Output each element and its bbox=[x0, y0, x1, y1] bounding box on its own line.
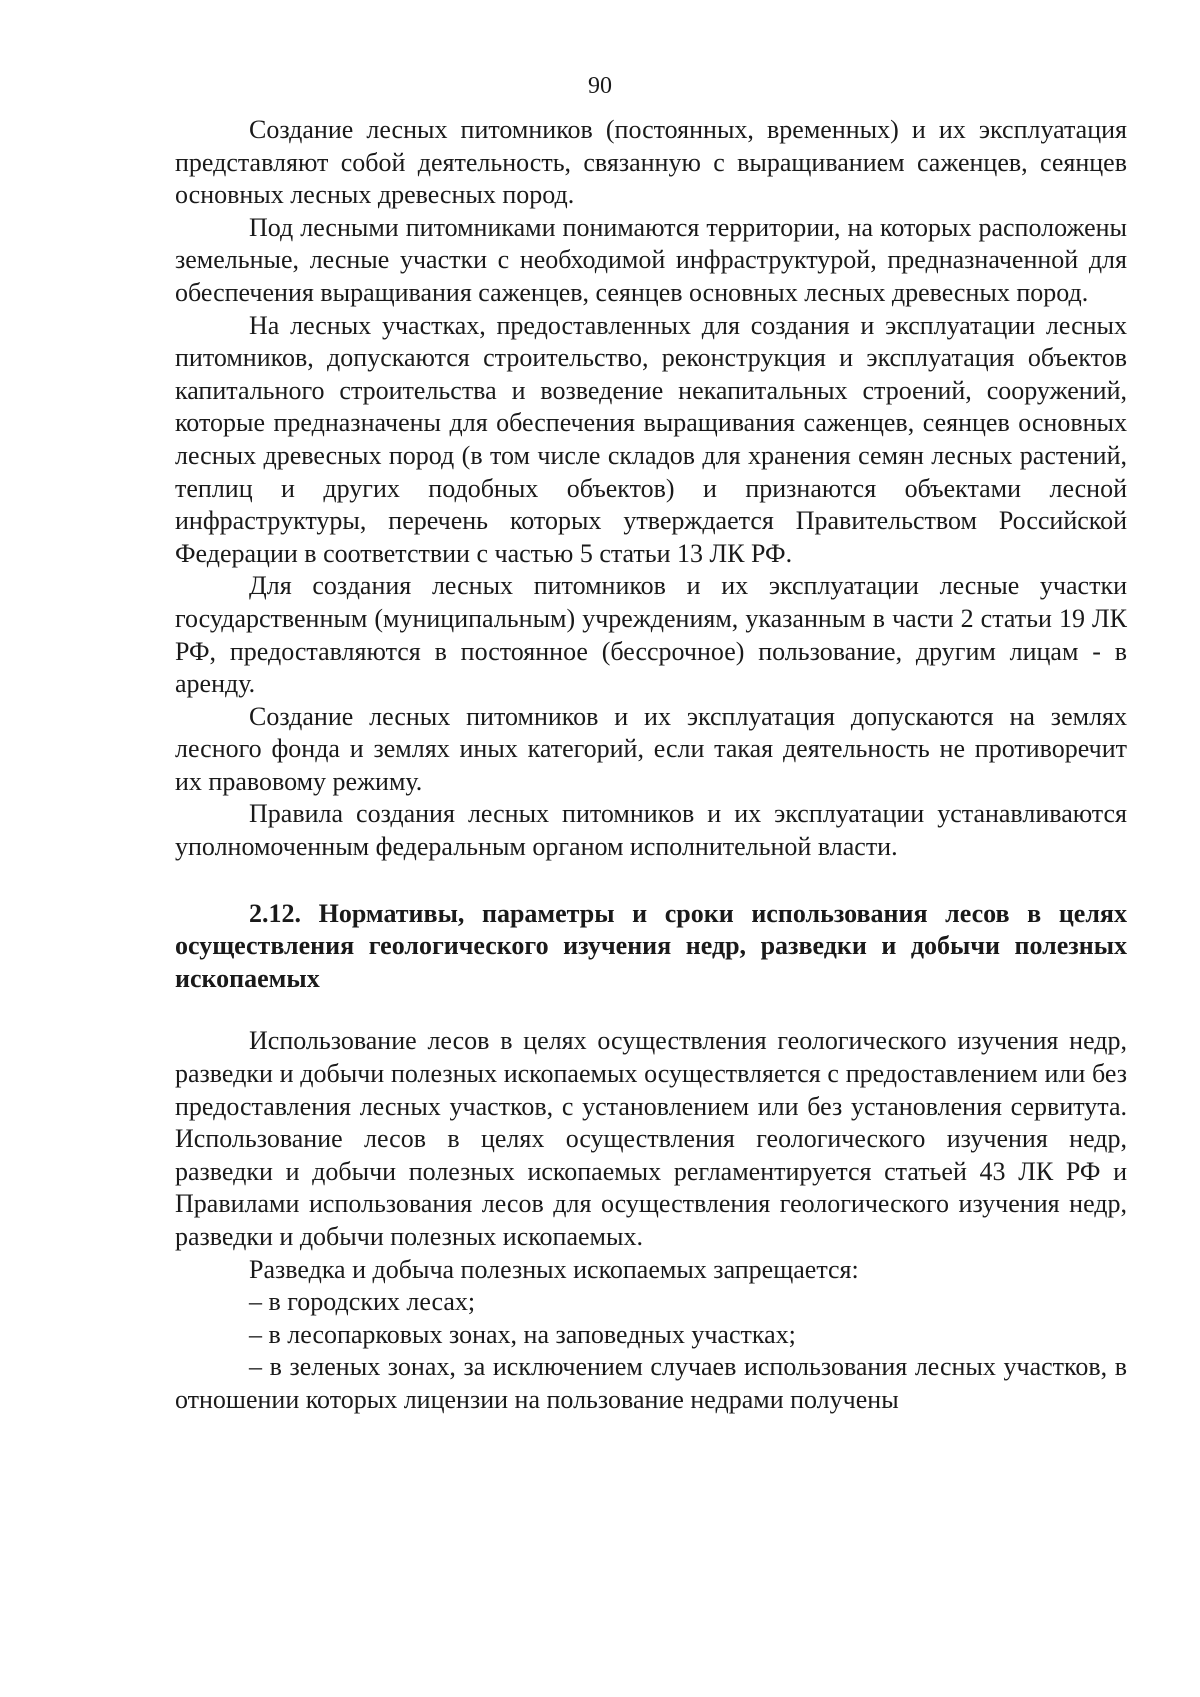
paragraph: Под лесными питомниками понимаются территории, на которых расположены земельные, лесные участки с необходимой инфраструктурой, предназначенной для обеспечения выращивания саженцев, сеянцев основных лесных древесных пород. bbox=[175, 212, 1127, 307]
document-body bbox=[175, 114, 1127, 1417]
section-heading: 2.12. Нормативы, параметры и сроки использования лесов в целях осуществления геологического изучения недр, разведки и добычи полезных ископаемых bbox=[175, 898, 1127, 993]
list-item: – в зеленых зонах, за исключением случаев использования лесных участков, в отношении которых лицензии на пользование недрами получены bbox=[175, 1352, 1127, 1414]
paragraph: Создание лесных питомников и их эксплуатация допускаются на землях лесного фонда и землях иных категорий, если такая деятельность не противоречит их правовому режиму. bbox=[175, 701, 1127, 796]
list-item: – в лесопарковых зонах, на заповедных участках; bbox=[249, 1319, 796, 1349]
paragraph: Разведка и добыча полезных ископаемых запрещается: bbox=[249, 1254, 859, 1284]
paragraph: На лесных участках, предоставленных для создания и эксплуатации лесных питомников, допускаются строительство, реконструкция и эксплуатация объектов капитального строительства и возведение некапитальных строений, сооружений, которые предназначены для обеспечения выращивания саженцев, сеянцев основных лесных древесных пород (в том числе складов для хранения семян лесных растений, теплиц и других подобных объектов) и признаются объектами лесной инфраструктуры, перечень которых утверждается Правительством Российской Федерации в соответствии с частью 5 статьи 13 ЛК РФ. bbox=[175, 310, 1127, 568]
list-item: – в городских лесах; bbox=[249, 1287, 476, 1317]
paragraph: Использование лесов в целях осуществления геологического изучения недр, разведки и добычи полезных ископаемых осуществляется с предоставлением или без предоставления лесных участков, с установлением или без установления сервитута. Использование лесов в целях осуществления геологического изучения недр, разведки и добычи полезных ископаемых регламентируется статьей 43 ЛК РФ и Правилами использования лесов для осуществления геологического изучения недр, разведки и добычи полезных ископаемых. bbox=[175, 1026, 1127, 1251]
paragraph: Правила создания лесных питомников и их эксплуатации устанавливаются уполномоченным федеральным органом исполнительной власти. bbox=[175, 799, 1127, 862]
paragraph: Создание лесных питомников (постоянных, временных) и их эксплуатация представляют собой деятельность, связанную с выращиванием саженцев, сеянцев основных лесных древесных пород. bbox=[175, 115, 1127, 210]
paragraph: Для создания лесных питомников и их эксплуатации лесные участки государственным (муниципальным) учреждениям, указанным в части 2 статьи 19 ЛК РФ, предоставляются в постоянное (бессрочное) пользование, другим лицам - в аренду. bbox=[175, 571, 1127, 699]
page-number: 90 bbox=[588, 73, 612, 99]
